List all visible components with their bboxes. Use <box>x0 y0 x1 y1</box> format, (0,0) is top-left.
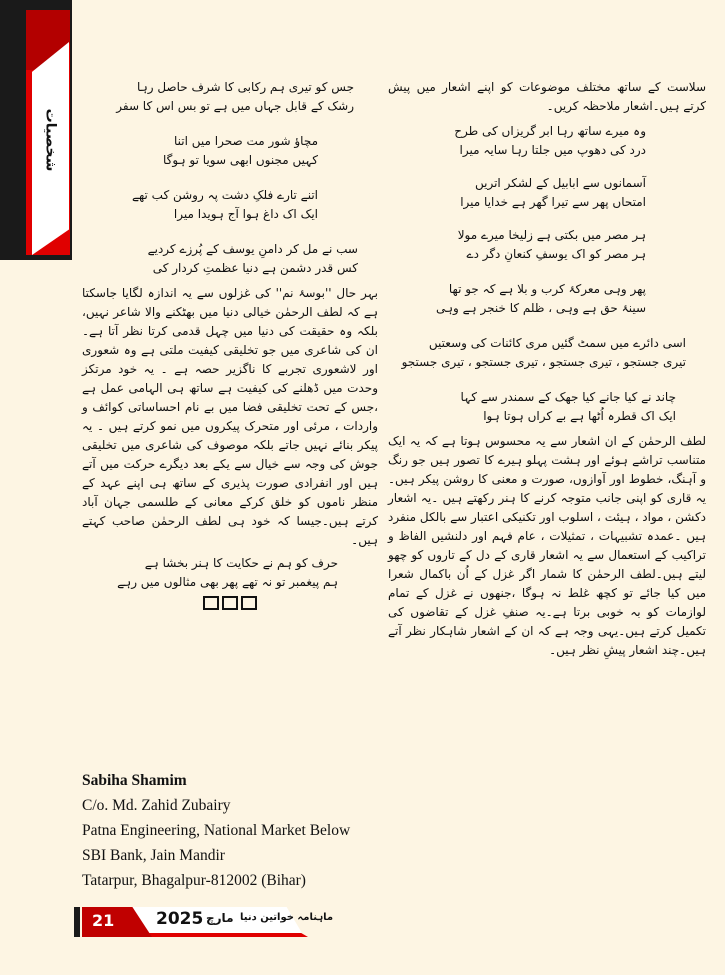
couplet <box>388 174 706 212</box>
section-label-text: شخصیات <box>42 108 59 172</box>
address-line: Patna Engineering, National Market Below <box>82 822 351 839</box>
couplet <box>82 186 378 224</box>
issue-month: مارچ <box>206 911 234 925</box>
closing-couplet <box>82 554 378 592</box>
verse-line: امتحاں پھر سے تیرا گھر ہے خدایا میرا <box>460 195 646 209</box>
verse-line: ہر مصر کو اک یوسفِ کنعانِ دگر دے <box>466 247 646 261</box>
verse-line: کس قدر دشمن ہے دنیا عظمتِ کردار کی <box>152 261 358 275</box>
verse-line: آسمانوں سے ابابیل کے لشکر اتریں <box>475 176 646 190</box>
magazine-name: ماہنامہ خواتین دنیا <box>240 912 334 923</box>
couplet <box>388 388 706 426</box>
intro-paragraph: سلاست کے ساتھ مختلف موضوعات کو اپنے اشعار میں پیش کرتے ہیں۔اشعار ملاحظہ کریں۔ <box>388 80 706 113</box>
verse-line: جس کو تیری ہم رکابی کا شرف حاصل رہا <box>137 80 354 94</box>
verse-line: تیری جستجو ، تیری جستجو ، تیری جستجو ، تیری جستجو <box>401 355 686 369</box>
verse-line: حرف کو ہم نے حکایت کا ہنر بخشا ہے <box>144 556 338 570</box>
verse-line: رشک کے قابل جہاں میں ہے تو بس اس کا سفر <box>116 99 354 113</box>
right-column <box>388 78 706 660</box>
couplet <box>82 132 378 170</box>
verse-line: ایک اک قطرہ اُٹھا ہے بے کراں ہوتا ہوا <box>483 409 676 423</box>
address-line: SBI Bank, Jain Mandir <box>82 847 225 864</box>
couplet <box>388 226 706 264</box>
verse-line: پھر وہی معرکۂ کرب و بلا ہے کہ جو تھا <box>448 282 646 296</box>
square-icon <box>203 596 219 610</box>
square-icon <box>241 596 257 610</box>
issue-year: 2025 <box>156 909 204 929</box>
left-column <box>82 78 378 610</box>
verse-line: ہر مصر میں بکتی ہے زلیخا میرے مولا <box>457 228 646 242</box>
body-paragraph: بہر حال ''بوسۂ نم'' کی غزلوں سے یہ اندازہ لگایا جاسکتا ہے کہ لطف الرحمٰن خیالی دنیا میں بھٹکنے والا شاعر نہیں، بلکہ وہ حقیقت کی دنیا میں چہل قدمی کرتا نظر آتا ہے۔ان کی شاعری میں جو تخلیقی کیفیت ملتی ہے وہ شعوری اور لاشعوری تجربے کا ناگزیر حصہ ہے ۔ یہ خود مرتکز وحدت میں ڈھلنے کی کیفیت ہے ساتھ ہی الہامی عمل ہے ،جس کے تحت تخلیقی فضا میں بے نام احساساتی کوائف و واردات ، مرئی اور متحرک پیکروں میں نمو کرتے ہیں ۔ یہ پیکر بنائے نہیں جاتے بلکہ موصوف کی شاعری میں تخلیقی جوش کی وجہ سے خیال سے یکے بعد دیگرے حرکت میں آتے ہیں اور انفرادی صورت پذیری کے ساتھ ہی اپنے عہد کے منظر ناموں کو خلق کرکے معانی کے طلسمی جہان آباد کرتے ہیں۔جیسا کہ خود ہی لطف الرحمٰن صاحب کہتے ہیں۔ <box>82 286 378 547</box>
body-paragraph: لطف الرحمٰن کے ان اشعار سے یہ محسوس ہوتا ہے کہ یہ ایک متناسب تراشے ہوئے اور ہشت پہلو ہیرے کا تصور ہیں جو رنگ و آہنگ، خطوط اور آوازوں، صورت و معنی کا روشن پیکر ہیں۔یہ قاری کو اپنی جانب متوجہ کرنے کا ہنر رکھتے ہیں ۔یہ اشعار دکشن ، مواد ، ہیئت ، اسلوب اور تکنیکی اعتبار سے بالکل منفرد ہیں ۔عمدہ تشبیہات ، تمثیلات ، عام فہم اور دلنشیں الفاظ و تراکیب کے استعمال سے یہ اشعار قاری کے دل کے تاروں کو چھو لیتے ہیں۔لطف الرحمٰن کا شمار اگر غزل کے اُن باکمال شعرا میں کیا جائے تو کچھ غلط نہ ہوگا ،جنھوں نے غزل کے تمام لوازمات کو بہ خوبی برتا ہے۔یہ صنفِ غزل کے تقاضوں کی تکمیل کرتے ہیں۔یہی وجہ ہے کہ ان کے اشعار شاہکار نظر آتے ہیں۔چند اشعار پیشِ نظر ہیں۔ <box>388 434 706 657</box>
verse-line: اتنے تارے فلکِ دشت پہ روشن کب تھے <box>131 188 318 202</box>
couplet <box>82 240 378 278</box>
couplet <box>388 280 706 318</box>
verse-line: اسی دائرے میں سمٹ گئیں مری کائنات کی وسعتیں <box>428 336 686 350</box>
author-name: Sabiha Shamim <box>82 772 187 789</box>
verse-line: کہیں مجنوں ابھی سویا تو ہوگا <box>163 153 318 167</box>
verse-line: درد کی دھوپ میں جلتا رہا سایہ میرا <box>459 143 646 157</box>
couplet <box>388 334 706 372</box>
couplet <box>388 122 706 160</box>
verse-line: سینۂ حق ہے وہی ، ظلم کا خنجر ہے وہی <box>435 301 646 315</box>
page-footer <box>74 905 334 937</box>
section-label <box>30 100 70 180</box>
square-icon <box>222 596 238 610</box>
verse-line: ہم پیغمبر تو نہ تھے پھر بھی مثالوں میں رہے <box>117 575 338 589</box>
footer-black-bar <box>74 907 80 937</box>
verse-line: مچاؤ شور مت صحرا میں اتنا <box>174 134 318 148</box>
page-number: 21 <box>92 911 115 930</box>
verse-line: سب نے مل کر دامنِ یوسف کے پُرزے کردیے <box>147 242 358 256</box>
author-block <box>82 768 382 893</box>
address-line: C/o. Md. Zahid Zubairy <box>82 797 231 814</box>
address-line: Tatarpur, Bhagalpur-812002 (Bihar) <box>82 872 306 889</box>
verse-line: چاند نے کیا جانے کیا جھک کے سمندر سے کہا <box>460 390 676 404</box>
end-of-article-icon <box>82 596 378 610</box>
verse-line: ایک اک داغ ہوا آج ہویدا میرا <box>173 207 318 221</box>
couplet <box>82 78 378 116</box>
verse-line: وہ میرے ساتھ رہا ابر گریزاں کی طرح <box>454 124 646 138</box>
